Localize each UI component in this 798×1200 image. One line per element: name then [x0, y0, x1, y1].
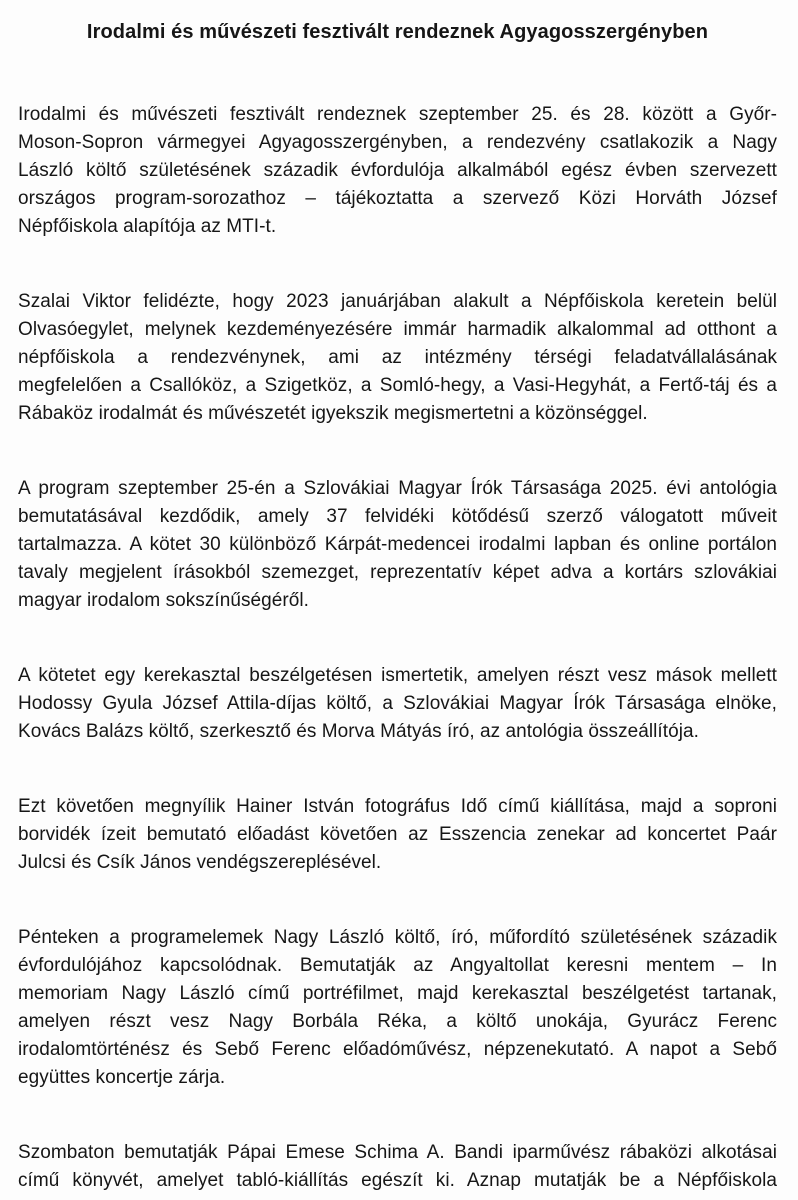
paragraph: [18, 662, 777, 746]
article-body: [18, 101, 777, 1195]
text-line: A program szeptember 25-én a Szlovákiai Magyar Írók Társasága 2025. évi antológia: [18, 478, 777, 499]
text-line: Olvasóegylet, melynek kezdeményezésére immár harmadik alkalommal ad otthont a: [18, 319, 777, 340]
paragraph: [18, 288, 777, 428]
paragraph: [18, 101, 777, 241]
text-line: memoriam Nagy László című portréfilmet, majd kerekasztal beszélgetést tartanak,: [18, 983, 777, 1004]
text-line: László költő születésének századik évfordulója alkalmából egész évben szervezett: [18, 160, 777, 181]
text-line: bemutatásával kezdődik, amely 37 felvidéki kötődésű szerző válogatott műveit: [18, 506, 777, 527]
text-line: Rábaköz irodalmát és művészetét igyekszik megismertetni a közönséggel.: [18, 403, 648, 424]
text-line: tavaly megjelent írásokból szemezget, reprezentatív képet adva a kortárs szlovákiai: [18, 562, 777, 583]
paragraph: [18, 793, 777, 877]
paragraph: [18, 475, 777, 615]
text-line: országos program-sorozathoz – tájékoztatta a szervező Közi Horváth József: [18, 188, 777, 209]
article-title: Irodalmi és művészeti fesztivált rendeznek Agyagosszergényben: [86, 21, 709, 43]
text-line: című könyvét, amelyet tabló-kiállítás egészít ki. Aznap mutatják be a Népfőiskola: [18, 1170, 777, 1191]
text-line: megfelelően a Csallóköz, a Szigetköz, a Somló-hegy, a Vasi-Hegyhát, a Fertő-táj és a: [18, 375, 777, 396]
text-line: amelyen részt vesz Nagy Borbála Réka, a költő unokája, Gyurácz Ferenc: [18, 1011, 777, 1032]
text-line: Hodossy Gyula József Attila-díjas költő, a Szlovákiai Magyar Írók Társasága elnöke,: [18, 693, 777, 714]
text-line: irodalomtörténész és Sebő Ferenc előadóművész, népzenekutató. A napot a Sebő: [18, 1039, 777, 1060]
text-line: Szalai Viktor felidézte, hogy 2023 januárjában alakult a Népfőiskola keretein belül: [18, 291, 777, 312]
text-line: Irodalmi és művészeti fesztivált rendeznek szeptember 25. és 28. között a Győr-: [18, 104, 777, 125]
text-line: tartalmazza. A kötet 30 különböző Kárpát-medencei irodalmi lapban és online portálon: [18, 534, 777, 555]
paragraph: [18, 1139, 777, 1195]
text-line: Kovács Balázs költő, szerkesztő és Morva Mátyás író, az antológia összeállítója.: [18, 721, 699, 742]
text-line: Ezt követően megnyílik Hainer István fotográfus Idő című kiállítása, majd a soproni: [18, 796, 777, 817]
text-line: Pénteken a programelemek Nagy László költő, író, műfordító születésének századik: [18, 927, 777, 948]
text-line: A kötetet egy kerekasztal beszélgetésen ismertetik, amelyen részt vesz mások mellett: [18, 665, 777, 686]
paragraph: [18, 924, 777, 1092]
text-line: Julcsi és Csík János vendégszereplésével.: [18, 852, 382, 873]
text-line: magyar irodalom sokszínűségéről.: [18, 590, 309, 611]
text-line: Népfőiskola alapítója az MTI-t.: [18, 216, 277, 237]
text-line: népfőiskola a rendezvénynek, ami az intézmény térségi feladatvállalásának: [18, 347, 777, 368]
text-line: évfordulójához kapcsolódnak. Bemutatják az Angyaltollat keresni mentem – In: [18, 955, 777, 976]
text-line: együttes koncertje zárja.: [18, 1067, 226, 1088]
text-line: borvidék ízeit bemutató előadást követően az Esszencia zenekar ad koncertet Paár: [18, 824, 777, 845]
text-line: Moson-Sopron vármegyei Agyagosszergényben, a rendezvény csatlakozik a Nagy: [18, 132, 777, 153]
text-line: Szombaton bemutatják Pápai Emese Schima A. Bandi iparművész rábaközi alkotásai: [18, 1142, 777, 1163]
